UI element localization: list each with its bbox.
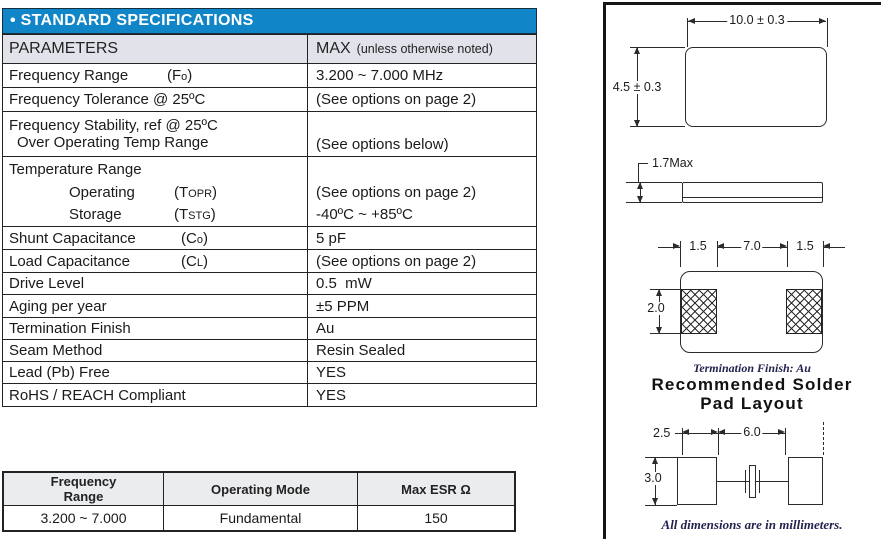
- table-row: [3, 87, 536, 111]
- pad-layout-title-line1: Recommended Solder: [651, 375, 853, 394]
- leader-line: [638, 163, 648, 164]
- dim-arrow: [637, 196, 643, 203]
- extension-line: [645, 457, 677, 458]
- table-row: [3, 111, 536, 156]
- esr-header-row: [4, 473, 514, 505]
- param-label: Lead (Pb) Free: [9, 364, 110, 381]
- param-value-line2: -40ºC ~ +85ºC: [316, 205, 413, 223]
- crystal-symbol: [749, 465, 756, 498]
- dim-arrow: [819, 18, 826, 24]
- land-pad-left: [677, 457, 717, 505]
- table-row: [3, 63, 536, 87]
- param-value: ±5 PPM: [316, 297, 370, 315]
- value-cell: [308, 64, 536, 87]
- param-subrow-operating: Operating (TOPR): [69, 183, 218, 201]
- dim-label-pad-right: 1.5: [796, 239, 814, 253]
- dim-label-max-height: 1.7Max: [652, 156, 693, 170]
- param-symbol: (TSTG): [174, 206, 216, 224]
- table-row: [3, 272, 536, 294]
- param-value: (See options on page 2): [316, 91, 477, 108]
- extension-line: [650, 289, 680, 290]
- parameters-header: PARAMETERS: [9, 40, 119, 57]
- param-label: Frequency Tolerance @ 25ºC: [9, 91, 206, 108]
- table-row: [3, 339, 536, 361]
- param-value: 3.200 ~ 7.000 MHz: [316, 67, 444, 84]
- esr-table: [2, 471, 516, 532]
- dim-arrow: [682, 429, 689, 435]
- table-row: [3, 226, 536, 249]
- param-cell: [3, 250, 308, 272]
- dim-arrow: [688, 18, 695, 24]
- value-cell: [308, 318, 536, 339]
- seam-line: [682, 197, 823, 198]
- dim-arrow: [823, 243, 830, 249]
- dim-arrow: [717, 243, 724, 249]
- dim-label-pad-height: 2.0: [647, 301, 665, 315]
- param-cell: [3, 157, 308, 226]
- param-subrow-storage: Storage (TSTG): [69, 206, 216, 224]
- specifications-table: [2, 34, 537, 407]
- param-value: Au: [316, 320, 335, 337]
- max-header-note: (unless otherwise noted): [356, 42, 493, 56]
- param-cell: [3, 112, 308, 156]
- extension-line: [626, 182, 682, 183]
- param-value: YES: [316, 364, 347, 381]
- dim-arrow: [778, 429, 785, 435]
- mechanical-drawing-panel: [603, 2, 881, 539]
- table-row: [3, 361, 536, 383]
- param-label: Seam Method: [9, 342, 103, 359]
- value-cell: [308, 112, 536, 156]
- param-symbol: (Co): [181, 229, 208, 247]
- param-cell: [3, 88, 308, 111]
- table-row: [3, 294, 536, 317]
- table-header-row: [3, 35, 536, 63]
- param-symbol: (TOPR): [174, 183, 218, 201]
- dim-arrow: [634, 47, 640, 54]
- param-cell: [3, 340, 308, 361]
- pad-layout-title-line2: Pad Layout: [700, 394, 804, 413]
- dim-tick-dashed: [823, 422, 824, 455]
- value-cell: [308, 157, 536, 226]
- param-cell: [3, 362, 308, 383]
- param-label: Frequency Range: [9, 67, 129, 84]
- dim-label-height: 4.5 ± 0.3: [612, 80, 662, 94]
- dim-label-pitch: 6.0: [743, 425, 761, 439]
- dim-label-pad-left: 1.5: [689, 239, 707, 253]
- dim-label-width: 10.0 ± 0.3: [729, 13, 785, 27]
- dim-arrow: [780, 243, 787, 249]
- value-cell: [308, 295, 536, 317]
- units-note: All dimensions are in millimeters.: [661, 517, 843, 532]
- land-pad-right: [788, 457, 823, 505]
- dim-tick: [787, 241, 788, 267]
- param-value: (See options below): [316, 136, 449, 153]
- max-header: MAX: [316, 40, 351, 57]
- param-label: Aging per year: [9, 297, 107, 315]
- value-cell: [308, 273, 536, 294]
- param-cell: [3, 295, 308, 317]
- extension-line: [645, 505, 677, 506]
- crystal-symbol-plate: [759, 470, 760, 493]
- section-title-bar: [2, 8, 537, 34]
- param-label: RoHS / REACH Compliant: [9, 386, 186, 404]
- param-label-line2: Over Operating Temp Range: [17, 134, 209, 151]
- dim-arrow: [656, 289, 662, 296]
- dim-tick: [680, 241, 681, 267]
- param-symbol: (CL): [181, 252, 208, 270]
- dim-arrow: [673, 243, 680, 249]
- param-cell: [3, 273, 308, 294]
- dim-tick: [827, 18, 828, 47]
- param-cell: [3, 227, 308, 249]
- table-row: [3, 249, 536, 272]
- param-symbol: (Fo): [167, 67, 193, 84]
- dim-arrow: [652, 457, 658, 464]
- param-label: Drive Level: [9, 275, 85, 292]
- extension-line: [650, 333, 680, 334]
- dim-arrow: [634, 120, 640, 127]
- table-row: [3, 317, 536, 339]
- solder-pad-hatched: [681, 289, 717, 334]
- section-title: • STANDARD SPECIFICATIONS: [10, 12, 254, 29]
- esr-mode-value: Fundamental: [164, 506, 358, 530]
- param-value: Resin Sealed: [316, 342, 406, 359]
- dim-label-span: 7.0: [743, 239, 761, 253]
- param-label-line1: Frequency Stability, ref @ 25ºC: [9, 117, 218, 134]
- value-cell: [308, 250, 536, 272]
- dim-arrow: [711, 429, 718, 435]
- termination-finish-note: Termination Finish: Au: [693, 361, 811, 375]
- esr-value: 150: [424, 510, 448, 526]
- esr-header-frequency: Frequency Range: [4, 473, 164, 505]
- solder-pad-hatched: [786, 289, 822, 334]
- param-cell: [3, 64, 308, 87]
- param-cell: [3, 318, 308, 339]
- table-row: [3, 156, 536, 226]
- param-value: YES: [316, 386, 347, 404]
- value-cell: [308, 340, 536, 361]
- table-row: [3, 383, 536, 406]
- dim-arrow: [656, 327, 662, 334]
- param-label: Load Capacitance: [9, 252, 130, 270]
- crystal-symbol-plate: [745, 470, 746, 493]
- param-value-line1: (See options on page 2): [316, 183, 477, 201]
- param-label: Termination Finish: [9, 320, 131, 337]
- value-cell: [308, 88, 536, 111]
- dim-label-pad-height: 3.0: [644, 471, 662, 485]
- param-cell: [3, 384, 308, 406]
- parameters-header-cell: [3, 35, 308, 63]
- esr-data-row: [4, 505, 514, 530]
- param-label: Temperature Range: [9, 161, 142, 179]
- value-cell: [308, 384, 536, 406]
- param-value: 5 pF: [316, 229, 347, 247]
- dim-label-pad-width: 2.5: [653, 426, 671, 440]
- esr-frequency-value: 3.200 ~ 7.000: [4, 506, 164, 530]
- value-cell: [308, 362, 536, 383]
- package-side-outline: [682, 182, 823, 203]
- param-label: Shunt Capacitance: [9, 229, 136, 247]
- value-cell: [308, 227, 536, 249]
- dim-arrow: [637, 182, 643, 189]
- dim-arrow: [652, 498, 658, 505]
- param-value: (See options on page 2): [316, 252, 477, 270]
- drawing-area: [606, 5, 881, 539]
- leader-line: [638, 163, 639, 182]
- package-body-outline: [685, 47, 827, 127]
- max-header-cell: [308, 35, 536, 63]
- dim-arrow: [718, 429, 725, 435]
- esr-header-mode: Operating Mode: [164, 473, 358, 505]
- esr-header-maxesr: Max ESR Ω: [358, 473, 514, 505]
- param-value: 0.5 mW: [316, 275, 372, 292]
- leader-line: [675, 433, 682, 434]
- extension-line: [626, 202, 682, 203]
- dim-tick: [785, 428, 786, 455]
